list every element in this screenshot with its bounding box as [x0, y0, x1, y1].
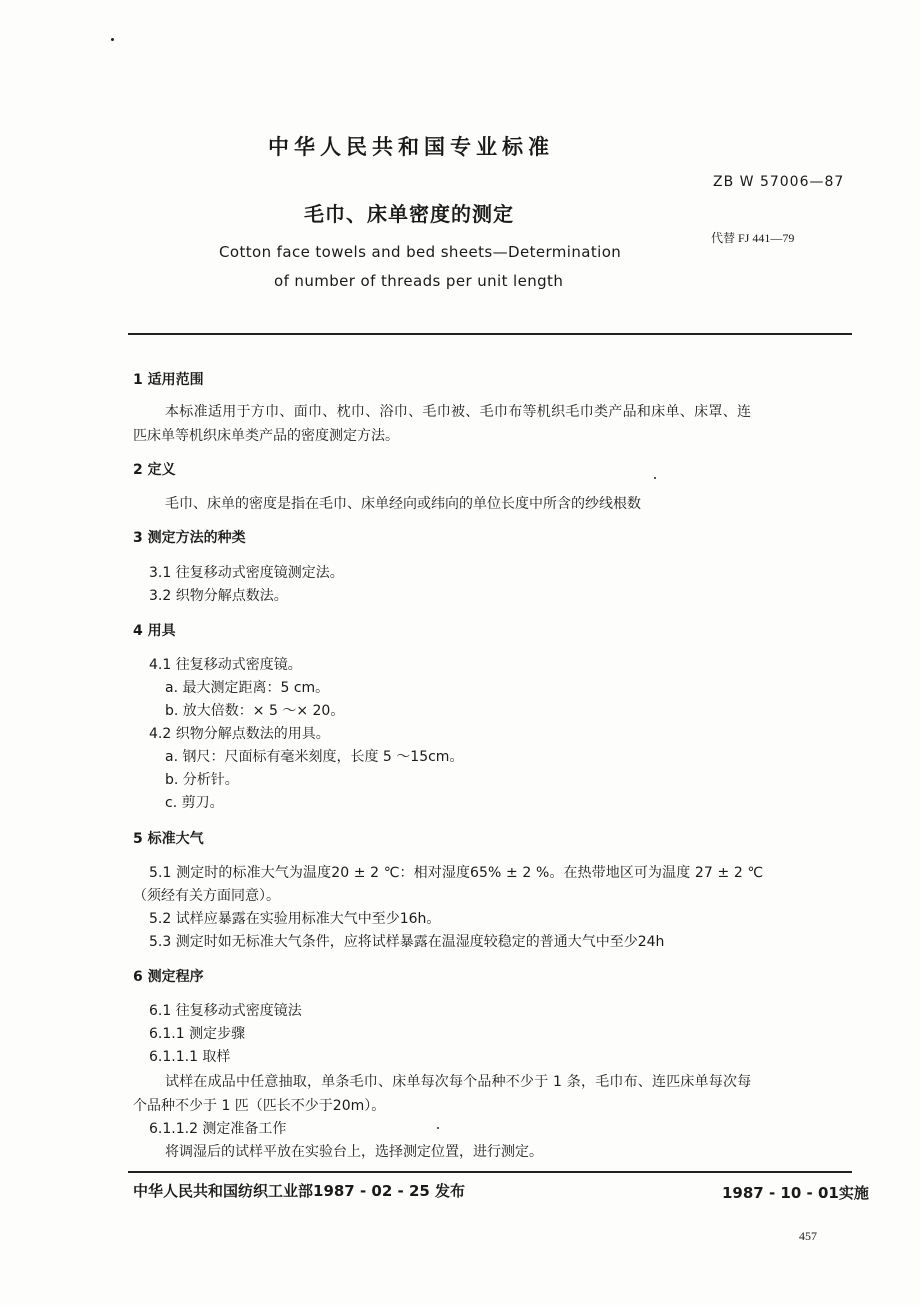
clause-4-1-b: b. 放大倍数：× 5 ～× 20。 [165, 703, 345, 719]
english-title-line-1: Cotton face towels and bed sheets—Determination [219, 243, 622, 261]
clause-6-1: 6.1 往复移动式密度镜法 [149, 1003, 302, 1019]
org-title: 中华人民共和国专业标准 [268, 135, 554, 159]
page-number: 457 [799, 1229, 817, 1243]
scan-speck [437, 1127, 439, 1129]
section-2-paragraph: 毛巾、床单的密度是指在毛巾、床单经向或纬向的单位长度中所含的纱线根数 [165, 496, 641, 512]
clause-6-1-1-2: 6.1.1.2 测定准备工作 [149, 1121, 287, 1137]
section-3-heading: 3 测定方法的种类 [133, 530, 246, 546]
english-title-line-2: of number of threads per unit length [274, 272, 564, 290]
issuer-and-date: 中华人民共和国纺织工业部1987 - 02 - 25 发布 [133, 1182, 466, 1200]
effective-date: 1987 - 10 - 01实施 [722, 1184, 869, 1202]
clause-6-1-1-2-paragraph: 将调湿后的试样平放在实验台上，选择测定位置，进行测定。 [165, 1144, 543, 1160]
standard-number: ZB W 57006—87 [713, 174, 845, 190]
clause-5-1-line-2: （须经有关方面同意）。 [133, 888, 280, 904]
document-title: 毛巾、床单密度的测定 [304, 202, 514, 226]
clause-4-1: 4.1 往复移动式密度镜。 [149, 657, 302, 673]
clause-6-1-1-1-paragraph-line-1: 试样在成品中任意抽取，单条毛巾、床单每次每个品种不少于 1 条，毛巾布、连匹床单每次每 [165, 1074, 752, 1090]
clause-5-1-line-1: 5.1 测定时的标准大气为温度20 ± 2 ℃：相对湿度65% ± 2 %。在热带地区可为温度 27 ± 2 ℃ [149, 865, 764, 881]
footer-divider [128, 1171, 852, 1173]
clause-3-2: 3.2 织物分解点数法。 [149, 588, 288, 604]
replaces-standard: 代替 FJ 441—79 [711, 231, 795, 245]
clause-3-1: 3.1 往复移动式密度镜测定法。 [149, 565, 344, 581]
section-6-heading: 6 测定程序 [133, 969, 204, 985]
section-4-heading: 4 用具 [133, 623, 176, 639]
header-divider [128, 333, 852, 335]
clause-6-1-1: 6.1.1 测定步骤 [149, 1026, 246, 1042]
scan-speck [654, 477, 656, 479]
clause-5-3: 5.3 测定时如无标准大气条件，应将试样暴露在温湿度较稳定的普通大气中至少24h [149, 934, 665, 950]
clause-4-2-b: b. 分析针。 [165, 772, 239, 788]
section-1-paragraph-line-2: 匹床单等机织床单类产品的密度测定方法。 [133, 428, 399, 444]
section-5-heading: 5 标准大气 [133, 831, 204, 847]
clause-6-1-1-1-paragraph-line-2: 个品种不少于 1 匹（匹长不少于20m）。 [133, 1098, 386, 1114]
clause-5-2: 5.2 试样应暴露在实验用标准大气中至少16h。 [149, 911, 441, 927]
section-1-paragraph-line-1: 本标准适用于方巾、面巾、枕巾、浴巾、毛巾被、毛巾布等机织毛巾类产品和床单、床罩、连 [165, 404, 752, 420]
clause-6-1-1-1: 6.1.1.1 取样 [149, 1049, 231, 1065]
scan-speck [111, 38, 114, 41]
clause-4-2-c: c. 剪刀。 [165, 795, 224, 811]
section-1-heading: 1 适用范围 [133, 372, 204, 388]
clause-4-2-a: a. 钢尺：尺面标有毫米刻度，长度 5 ～15cm。 [165, 749, 464, 765]
clause-4-2: 4.2 织物分解点数法的用具。 [149, 726, 330, 742]
clause-4-1-a: a. 最大测定距离：5 cm。 [165, 680, 330, 696]
section-2-heading: 2 定义 [133, 462, 176, 478]
